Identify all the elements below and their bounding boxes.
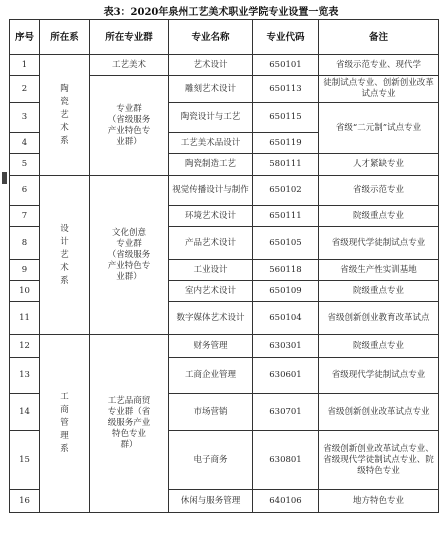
row-number: 10 <box>10 281 40 302</box>
major-note: 省级示范专业 <box>319 176 439 206</box>
major-name: 数字媒体艺术设计 <box>169 302 253 335</box>
row-number: 7 <box>10 206 40 227</box>
major-note: 徒制试点专业、创新创业改革试点专业 <box>319 76 439 103</box>
group-cell: 专业群 （省级服务 产业特色专 业群） <box>90 76 169 176</box>
department-cell: 陶 瓷 艺 术 系 <box>40 55 90 176</box>
major-note: 省级创新创业改革试点专业、省级现代学徒制试点专业、院级特色专业 <box>319 431 439 490</box>
major-name: 电子商务 <box>169 431 253 490</box>
row-number: 2 <box>10 76 40 103</box>
major-code: 560118 <box>253 260 319 281</box>
major-name: 视觉传播设计与制作 <box>169 176 253 206</box>
row-number: 13 <box>10 358 40 394</box>
major-name: 室内艺术设计 <box>169 281 253 302</box>
major-code: 650105 <box>253 227 319 260</box>
major-note: 省级现代学徒制试点专业 <box>319 358 439 394</box>
major-code: 630601 <box>253 358 319 394</box>
row-number: 14 <box>10 394 40 431</box>
header-department: 所在系 <box>40 20 90 55</box>
major-code: 630301 <box>253 335 319 358</box>
major-name: 陶瓷制造工艺 <box>169 154 253 176</box>
row-number: 9 <box>10 260 40 281</box>
row-number: 8 <box>10 227 40 260</box>
page-edge-marker <box>2 172 7 184</box>
major-name: 环境艺术设计 <box>169 206 253 227</box>
department-cell: 设 计 艺 术 系 <box>40 176 90 335</box>
major-name: 工艺美术品设计 <box>169 133 253 154</box>
major-name: 陶瓷设计与工艺 <box>169 103 253 133</box>
header-row <box>10 20 439 55</box>
row-number: 4 <box>10 133 40 154</box>
major-note: 院级重点专业 <box>319 206 439 227</box>
major-name: 工商企业管理 <box>169 358 253 394</box>
row-number: 16 <box>10 490 40 513</box>
header-note: 备注 <box>319 20 439 55</box>
major-note: 院级重点专业 <box>319 281 439 302</box>
major-note: 省级“二元制”试点专业 <box>319 103 439 154</box>
major-code: 630801 <box>253 431 319 490</box>
header-no: 序号 <box>10 20 40 55</box>
table-title: 表3：2020年泉州工艺美术职业学院专业设置一览表 <box>103 7 339 18</box>
group-cell: 工艺品商贸 专业群（省 级服务产业 特色专业 群） <box>90 335 169 513</box>
major-code: 650102 <box>253 176 319 206</box>
major-name: 产品艺术设计 <box>169 227 253 260</box>
row-number: 6 <box>10 176 40 206</box>
row-number: 12 <box>10 335 40 358</box>
major-note: 院级重点专业 <box>319 335 439 358</box>
table-row <box>10 335 439 358</box>
row-number: 15 <box>10 431 40 490</box>
row-number: 5 <box>10 154 40 176</box>
major-code: 630701 <box>253 394 319 431</box>
header-code: 专业代码 <box>253 20 319 55</box>
table-row <box>10 55 439 76</box>
major-note: 省级创新创业教育改革试点 <box>319 302 439 335</box>
major-table <box>9 19 439 513</box>
major-note: 地方特色专业 <box>319 490 439 513</box>
header-group: 所在专业群 <box>90 20 169 55</box>
major-code: 640106 <box>253 490 319 513</box>
major-note: 省级创新创业改革试点专业 <box>319 394 439 431</box>
major-name: 艺术设计 <box>169 55 253 76</box>
major-code: 650119 <box>253 133 319 154</box>
major-note: 人才紧缺专业 <box>319 154 439 176</box>
row-number: 11 <box>10 302 40 335</box>
major-code: 650104 <box>253 302 319 335</box>
group-cell: 文化创意 专业群 （省级服务 产业特色专 业群） <box>90 176 169 335</box>
major-note: 省级现代学徒制试点专业 <box>319 227 439 260</box>
major-name: 雕刻艺术设计 <box>169 76 253 103</box>
major-name: 财务管理 <box>169 335 253 358</box>
major-code: 650109 <box>253 281 319 302</box>
major-code: 650111 <box>253 206 319 227</box>
major-name: 市场营销 <box>169 394 253 431</box>
major-name: 休闲与服务管理 <box>169 490 253 513</box>
row-number: 1 <box>10 55 40 76</box>
department-cell: 工 商 管 理 系 <box>40 335 90 513</box>
row-number: 3 <box>10 103 40 133</box>
major-code: 650113 <box>253 76 319 103</box>
major-note: 省级生产性实训基地 <box>319 260 439 281</box>
major-code: 650115 <box>253 103 319 133</box>
major-code: 580111 <box>253 154 319 176</box>
group-cell: 工艺美术 <box>90 55 169 76</box>
major-note: 省级示范专业、现代学 <box>319 55 439 76</box>
header-major: 专业名称 <box>169 20 253 55</box>
table-row <box>10 176 439 206</box>
major-code: 650101 <box>253 55 319 76</box>
major-name: 工业设计 <box>169 260 253 281</box>
